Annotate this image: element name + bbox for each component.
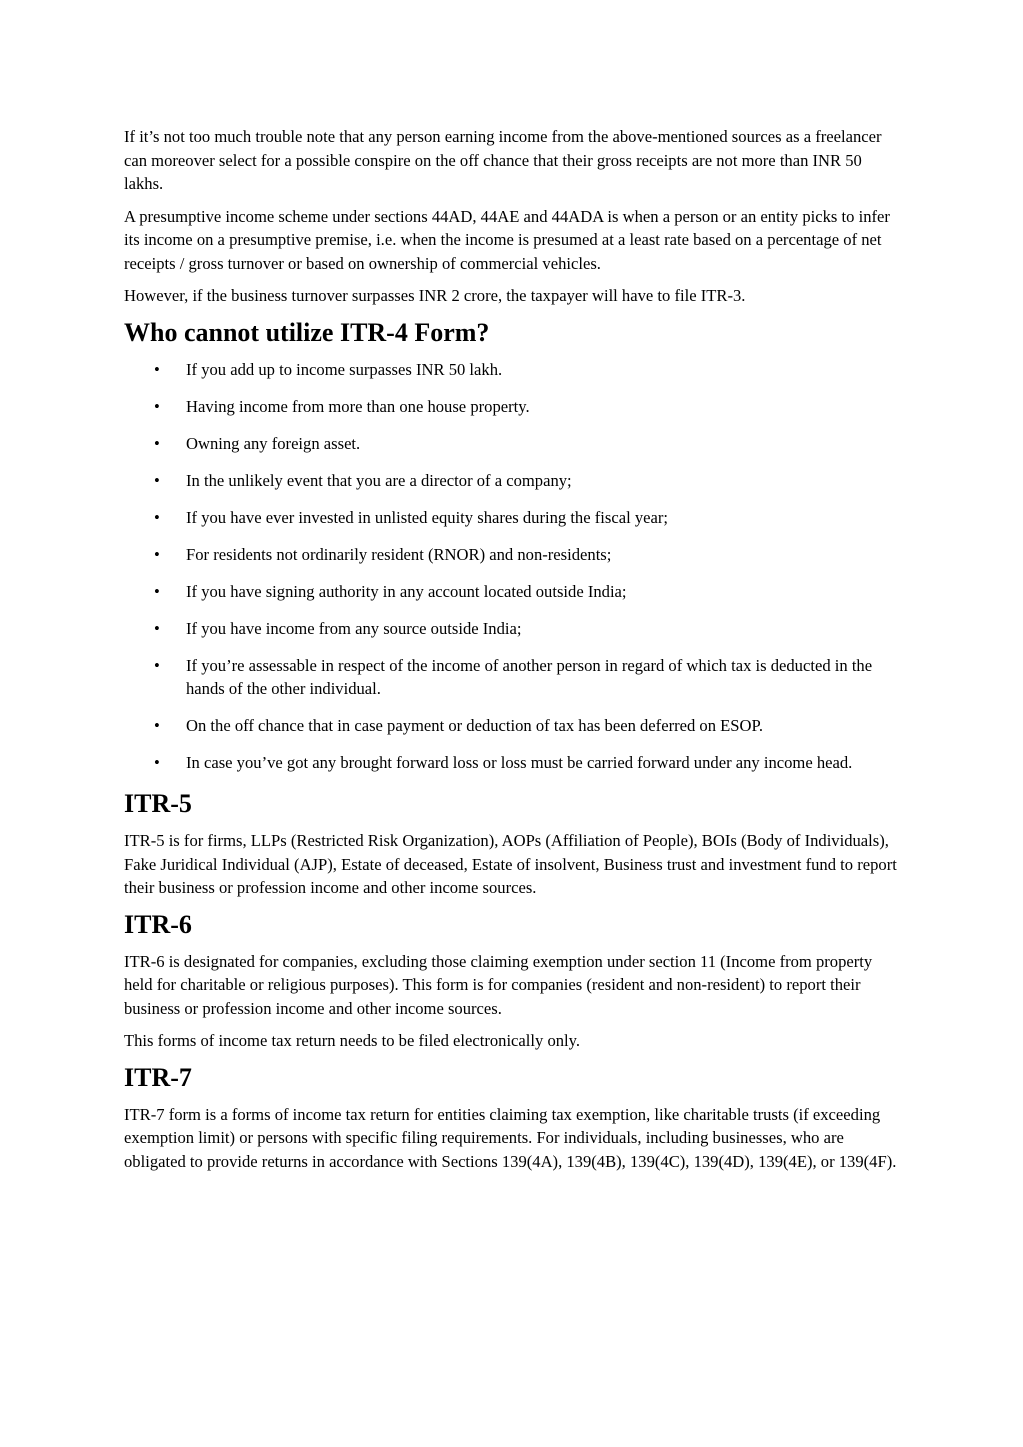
- bullet-icon: •: [154, 618, 160, 638]
- bullet-icon: •: [154, 581, 160, 601]
- bullet-icon: •: [154, 359, 160, 379]
- itr6-filing-note: This forms of income tax return needs to be filed electronically only.: [124, 1031, 581, 1050]
- list-item: [124, 358, 904, 382]
- bullet-icon: •: [154, 433, 160, 453]
- list-item: [124, 395, 904, 419]
- list-item-text: For residents not ordinarily resident (RNOR) and non-residents;: [186, 544, 612, 564]
- itr5-heading: ITR-5: [124, 789, 192, 818]
- list-item-text: On the off chance that in case payment or deduction of tax has been deferred on ESOP.: [186, 716, 764, 735]
- list-item: [124, 751, 904, 775]
- list-item: [124, 580, 904, 604]
- itr5-description: ITR-5 is for firms, LLPs (Restricted Risk Organization), AOPs (Affiliation of People), BOIs (Body of Individuals), Fake Juridical Individual (AJP), Estate of deceased, Estate of insolvent, Business trust and investment fund to report their business or profession income and other income sources.: [124, 831, 897, 897]
- intro-paragraph-freelancer: If it’s not too much trouble note that any person earning income from the above-mentioned sources as a freelancer can moreover select for a possible conspire on the off chance that their gross receipts are not more than INR 50 lakhs.: [124, 127, 882, 193]
- bullet-icon: •: [154, 470, 160, 490]
- bullet-icon: •: [154, 396, 160, 416]
- list-item-text: Having income from more than one house property.: [186, 396, 530, 416]
- list-item-text: If you have signing authority in any account located outside India;: [186, 581, 627, 601]
- itr7-heading: ITR-7: [124, 1062, 192, 1092]
- itr7-description: ITR-7 form is a forms of income tax return for entities claiming tax exemption, like charitable trusts (if exceeding exemption limit) or persons with specific filing requirements. For individuals, including businesses, who are obligated to provide returns in accordance with Sections 139(4A), 139(4B), 139(4C), 139(4D), 139(4E), or 139(4F).: [124, 1104, 897, 1171]
- itr6-heading: ITR-6: [124, 909, 192, 939]
- list-item-text: Owning any foreign asset.: [186, 433, 361, 453]
- bullet-icon: •: [154, 507, 160, 527]
- list-item-text: If you add up to income surpasses INR 50 lakh.: [186, 359, 503, 379]
- document-page: [124, 125, 904, 1182]
- bullet-icon: •: [154, 544, 160, 564]
- list-item-text: In case you’ve got any brought forward loss or loss must be carried forward under any income head.: [186, 753, 853, 772]
- list-item: [124, 432, 904, 456]
- list-item-text: If you have income from any source outside India;: [186, 618, 522, 638]
- list-item: [124, 714, 904, 738]
- list-item-text: In the unlikely event that you are a director of a company;: [186, 470, 572, 490]
- itr4-exclusions-heading: Who cannot utilize ITR-4 Form?: [124, 317, 490, 347]
- bullet-icon: •: [154, 655, 160, 675]
- intro-paragraph-presumptive-scheme: A presumptive income scheme under sections 44AD, 44AE and 44ADA is when a person or an entity picks to infer its income on a presumptive premise, i.e. when the income is presumed at a least rate based on a percentage of net receipts / gross turnover or based on ownership of commercial vehicles.: [124, 206, 890, 273]
- list-item: [124, 543, 904, 567]
- bullet-icon: •: [154, 716, 160, 735]
- list-item: [124, 506, 904, 530]
- list-item: [124, 654, 904, 701]
- list-item-text: If you’re assessable in respect of the income of another person in regard of which tax is deducted in the hands of the other individual.: [186, 655, 873, 698]
- itr4-exclusions-list: [124, 358, 904, 775]
- list-item: [124, 617, 904, 641]
- list-item: [124, 469, 904, 493]
- itr6-description: ITR-6 is designated for companies, excluding those claiming exemption under section 11 (Income from property held for charitable or religious purposes). This form is for companies (resident and non-resident) to report their business or profession income and other income sources.: [124, 951, 873, 1018]
- list-item-text: If you have ever invested in unlisted equity shares during the fiscal year;: [186, 507, 668, 527]
- bullet-icon: •: [154, 753, 160, 772]
- intro-paragraph-itr3-note: However, if the business turnover surpasses INR 2 crore, the taxpayer will have to file ITR-3.: [124, 286, 746, 305]
